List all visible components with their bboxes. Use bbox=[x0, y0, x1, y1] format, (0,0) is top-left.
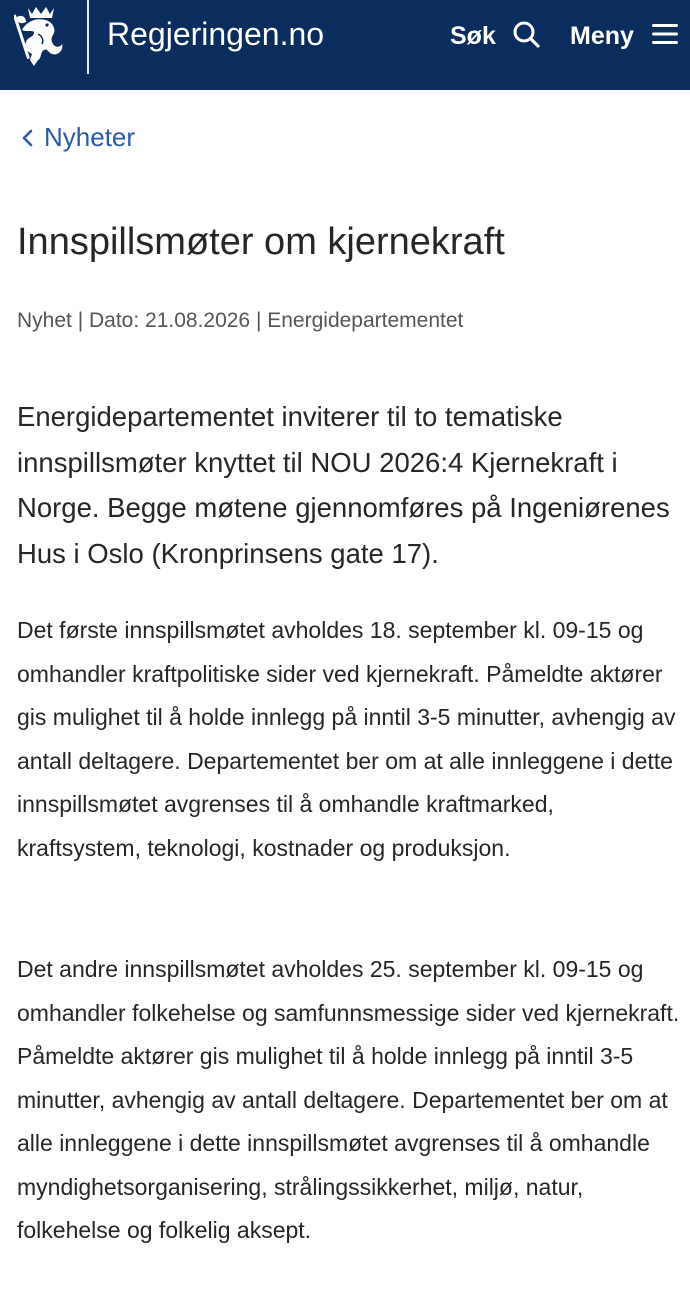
logo-divider bbox=[87, 0, 89, 74]
article-paragraph: Det andre innspillsmøtet avholdes 25. september kl. 09-15 og omhandler folkehelse og samfunnsmessige sider ved kjernekraft. Påmeldte aktører gis mulighet til å holde innlegg på inntil 3-5 minutter, avhengig av antall deltagere. Departementet ber om at alle innleggene i dette innspillsmøtet avgrenses til å omhandle myndighetsorganisering, strålingssikkerhet, miljø, natur, folkehelse og folkelig aksept. bbox=[17, 956, 680, 1243]
hamburger-menu-icon bbox=[652, 23, 678, 50]
search-button[interactable] bbox=[450, 14, 540, 58]
article-paragraph: Det første innspillsmøtet avholdes 18. september kl. 09-15 og omhandler kraftpolitiske sider ved kjernekraft. Påmeldte aktører gis mulighet til å holde innlegg på inntil 3-5 minutter, avhengig av antall deltagere. Departementet ber om at alle innleggene i dette innspillsmøtet avgrenses til å omhandle kraftmarked, kraftsystem, teknologi, kostnader og produksjon. bbox=[17, 617, 676, 861]
menu-button-label: Meny bbox=[570, 21, 634, 50]
back-to-news-link[interactable] bbox=[20, 122, 135, 153]
chevron-left-icon bbox=[20, 128, 34, 148]
norwegian-lion-logo-icon[interactable] bbox=[14, 4, 68, 68]
article-title: Innspillsmøter om kjernekraft bbox=[17, 221, 505, 263]
article-meta: Nyhet | Dato: 21.08.2026 | Energidepartementet bbox=[17, 309, 464, 332]
back-link-label: Nyheter bbox=[44, 122, 136, 152]
article-lead: Energidepartementet inviterer til to tematiske innspillsmøter knyttet til NOU 2026:4 Kjernekraft i Norge. Begge møtene gjennomføres på Ingeniørenes Hus i Oslo (Kronprinsens gate 17). bbox=[17, 401, 670, 569]
search-icon bbox=[512, 20, 540, 53]
menu-button[interactable] bbox=[570, 14, 678, 58]
site-header bbox=[0, 0, 690, 90]
search-button-label: Søk bbox=[450, 21, 496, 50]
site-name-link[interactable]: Regjeringen.no bbox=[107, 16, 325, 52]
